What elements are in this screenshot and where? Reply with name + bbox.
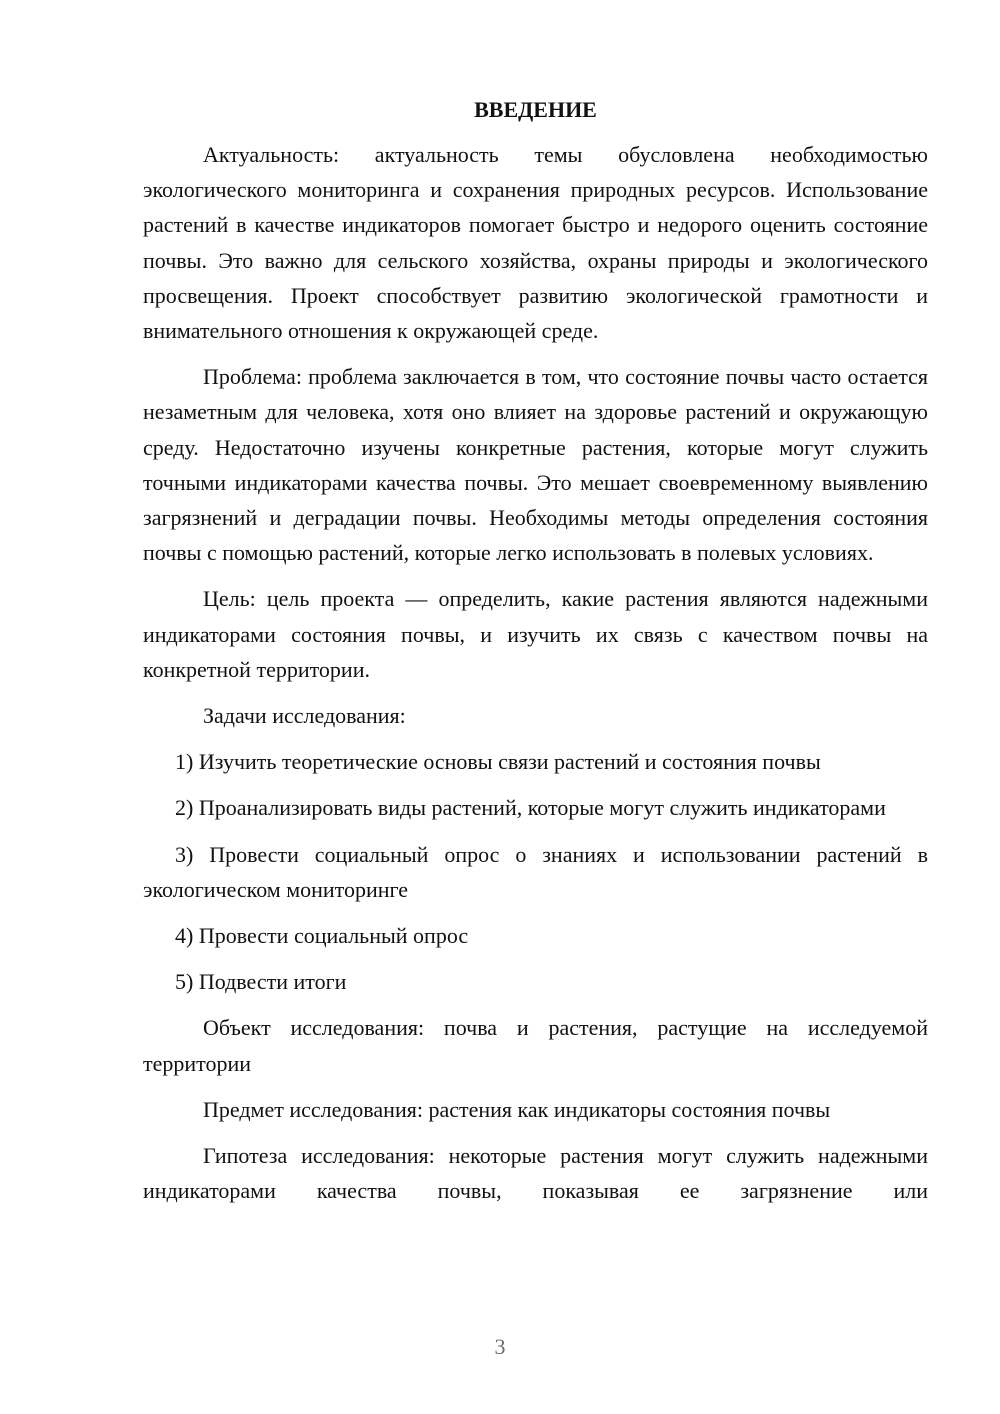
task-item-1: 1) Изучить теоретические основы связи растений и состояния почвы <box>175 749 821 775</box>
task-item-3: 3) Провести социальный опрос о знаниях и использовании растений в экологическом мониторинге <box>143 841 928 902</box>
hypothesis-paragraph: Гипотеза исследования: некоторые растения могут служить надежными индикаторами качества почвы, показывая ее загрязнение или <box>143 1143 928 1204</box>
section-heading: ВВЕДЕНИЕ <box>474 97 597 122</box>
page-content <box>143 92 928 1219</box>
task-item-4: 4) Провести социальный опрос <box>175 923 469 949</box>
problem-paragraph: Проблема: проблема заключается в том, что состояние почвы часто остается незаметным для человека, хотя оно влияет на здоровье растений и окружающую среду. Недостаточно изучены конкретные растения, которые могут служить точными индикаторами качества почвы. Это мешает своевременному выявлению загрязнений и деградации почвы. Необходимы методы определения состояния почвы с помощью растений, которые легко использовать в полевых условиях. <box>143 364 928 566</box>
page-number: 3 <box>494 1334 506 1359</box>
task-item-5: 5) Подвести итоги <box>175 969 347 995</box>
task-item-2: 2) Проанализировать виды растений, которые могут служить индикаторами <box>175 795 886 821</box>
goal-paragraph: Цель: цель проекта — определить, какие растения являются надежными индикаторами состояния почвы, и изучить их связь с качеством почвы на конкретной территории. <box>143 586 928 682</box>
subject-paragraph: Предмет исследования: растения как индикаторы состояния почвы <box>203 1096 831 1122</box>
tasks-title: Задачи исследования: <box>203 703 406 729</box>
relevance-paragraph: Актуальность: актуальность темы обусловлена необходимостью экологического мониторинга и сохранения природных ресурсов. Использование растений в качестве индикаторов помогает быстро и недорого оценить состояние почвы. Это важно для сельского хозяйства, охраны природы и экологического просвещения. Проект способствует развитию экологической грамотности и внимательного отношения к окружающей среде. <box>143 142 928 344</box>
object-paragraph: Объект исследования: почва и растения, растущие на исследуемой территории <box>143 1015 928 1076</box>
